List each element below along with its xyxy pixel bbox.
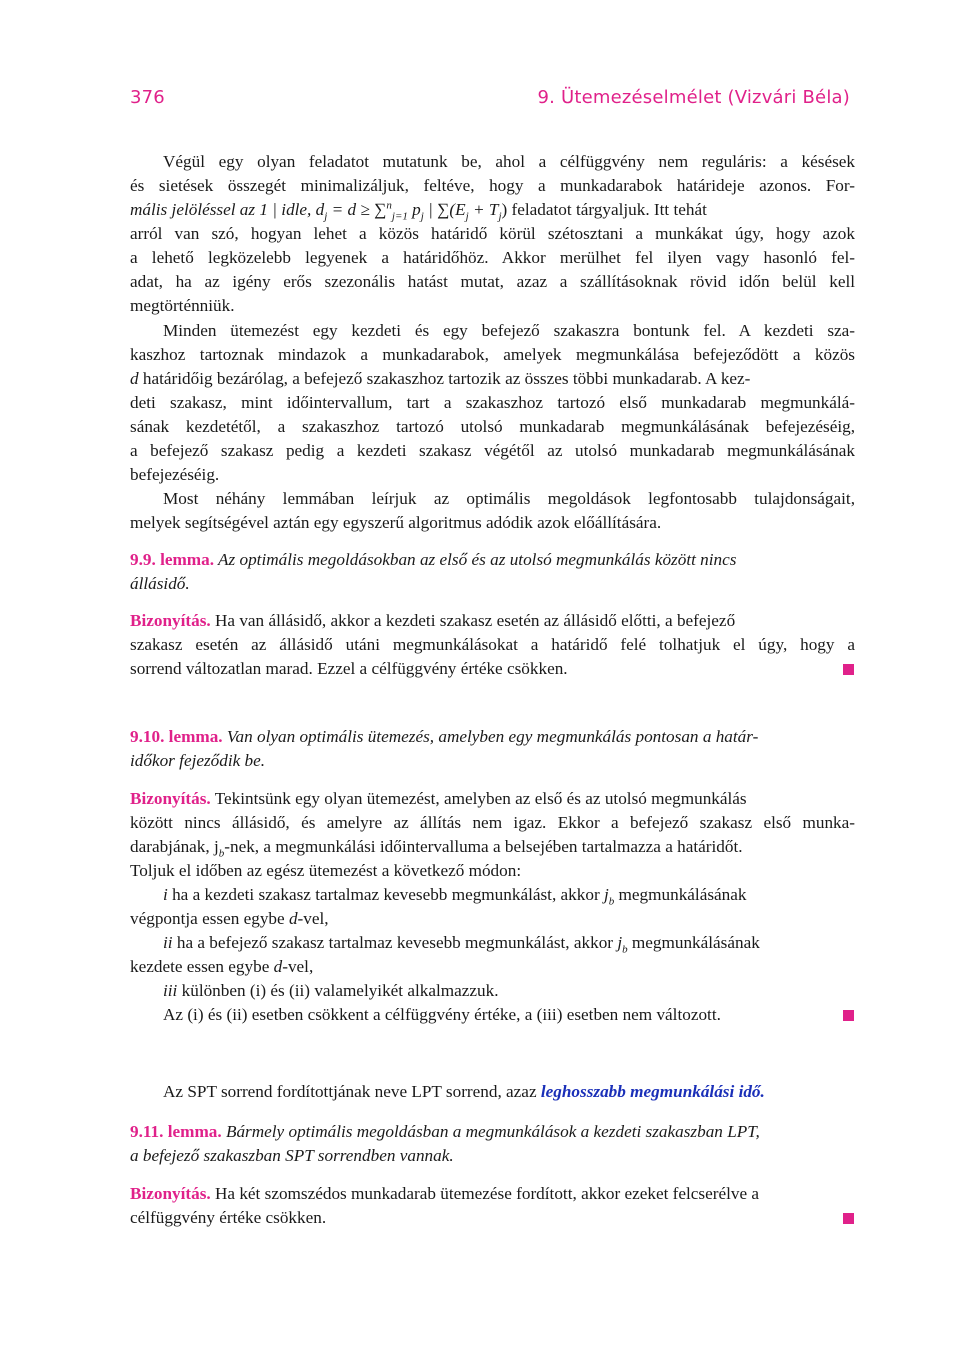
lemma-statement: Az optimális megoldásokban az első és az utolsó megmunkálás között nincs: [214, 550, 737, 569]
math-var: j: [603, 885, 609, 904]
text-part: kezdete essen egybe: [130, 957, 274, 976]
text-part: -nek, a megmunkálási időintervalluma a belsejében tartalmazza a határidőt.: [224, 837, 743, 856]
lemma-statement: Van olyan optimális ütemezés, amelyben egy megmunkálás pontosan a határ-: [222, 727, 759, 746]
formula-sub: j: [324, 210, 328, 223]
text-line: [163, 1080, 855, 1104]
page-number: 376: [130, 87, 165, 108]
list-marker: iii: [163, 981, 178, 1000]
proof-label: Bizonyítás.: [130, 611, 211, 630]
formula-sub: j=1: [391, 210, 408, 223]
formula-part: p: [407, 200, 421, 219]
text-part: ha a kezdeti szakasz tartalmaz kevesebb megmunkálást, akkor: [167, 885, 604, 904]
formula-sub: j: [465, 210, 469, 223]
formula-sup: n: [386, 199, 392, 212]
text-part: megmunkálásának: [614, 885, 747, 904]
math-sub: b: [218, 847, 225, 860]
qed-square-icon: [843, 1010, 854, 1021]
proof-line: [130, 609, 855, 633]
text-part: -vel,: [297, 909, 329, 928]
list-marker: ii: [163, 933, 173, 952]
text-line: [130, 907, 855, 931]
text-line: a lehető legközelebb legyenek a határidőhöz. Akkor merülhet fel ilyen vagy hasonló fel-: [130, 248, 855, 267]
text-line: arról van szó, hogyan lehet a közös határidő körül szétosztani a munkákat úgy, hogy azok: [130, 224, 855, 243]
text-part: határidőig bezárólag, a befejező szakaszhoz tartozik az összes többi munkadarab. A kez-: [138, 369, 751, 388]
text-line: megtörténniük.: [130, 296, 235, 315]
list-item-iii: [163, 979, 855, 1003]
text-part: végpontja essen egybe: [130, 909, 289, 928]
formula-part: = d ≥ ∑: [327, 200, 387, 219]
text-line: [130, 367, 855, 391]
text-line: Most néhány lemmában leírjuk az optimális megoldások legfontosabb tulajdonságait,: [163, 489, 855, 508]
text-part: ) feladatot tárgyaljuk. Itt tehát: [501, 200, 707, 219]
text-line: sorrend változatlan marad. Ezzel a célfüggvény értéke csökken.: [130, 659, 568, 678]
formula-part: | ∑(E: [423, 200, 466, 219]
lemma-label: 9.11. lemma.: [130, 1122, 222, 1141]
text-line: és sietések összegét minimalizáljuk, feltéve, hogy a munkadarabok határideje azonos. For-: [130, 176, 855, 195]
text-line: [130, 835, 855, 859]
text-line: a befejező szakasz pedig a kezdeti szakasz végétől az utolsó munkadarab megmunkálásának: [130, 441, 855, 460]
proof-line: [130, 1182, 855, 1206]
text-part: Az SPT sorrend fordítottjának neve LPT sorrend, azaz: [163, 1082, 541, 1101]
text-line: Végül egy olyan feladatot mutatunk be, ahol a célfüggvény nem reguláris: a késések: [163, 152, 855, 171]
text-part: Ha két szomszédos munkadarab ütemezése fordított, akkor ezeket felcserélve a: [210, 1184, 760, 1203]
text-line: Minden ütemezést egy kezdeti és egy befejező szakaszra bontunk fel. A kezdeti sza-: [163, 321, 855, 340]
formula-line: [130, 198, 855, 222]
math-var: j: [617, 933, 623, 952]
text-line: szakasz esetén az állásidő utáni megmunkálásokat a határidő felé tolhatjuk el úgy, hogy a: [130, 635, 855, 654]
text-line: befejezéséig.: [130, 465, 220, 484]
formula-part: mális jelöléssel az 1 | idle, d: [130, 200, 325, 219]
qed-square-icon: [843, 1213, 854, 1224]
formula-part: + T: [468, 200, 499, 219]
qed-square-icon: [843, 664, 854, 675]
lemma-statement: időkor fejeződik be.: [130, 751, 266, 770]
text-part: különben (i) és (ii) valamelyikét alkalmazzuk.: [177, 981, 499, 1000]
formula-sub: j: [420, 210, 424, 223]
lemma-statement: a befejező szakaszban SPT sorrendben vannak.: [130, 1146, 454, 1165]
chapter-title: 9. Ütemezéselmélet (Vizvári Béla): [537, 87, 850, 108]
text-line: adat, ha az igény erős szezonális hatást mutat, azaz a szállításoknak rövid időn belül kell: [130, 272, 855, 291]
text-part: -vel,: [282, 957, 314, 976]
text-part: Tekintsünk egy olyan ütemezést, amelyben az első és az utolsó megmunkálás: [210, 789, 747, 808]
math-sub: b: [608, 895, 615, 908]
text-part: megmunkálásának: [627, 933, 760, 952]
text-line: célfüggvény értéke csökken.: [130, 1208, 327, 1227]
list-item-i: [163, 883, 855, 907]
text-part: Ha van állásidő, akkor a kezdeti szakasz esetén az állásidő előtti, a befejező: [210, 611, 736, 630]
text-line: Az (i) és (ii) esetben csökkent a célfüggvény értéke, a (iii) esetben nem változott.: [163, 1005, 721, 1024]
proof-label: Bizonyítás.: [130, 1184, 211, 1203]
math-var: d: [288, 909, 298, 928]
text-part: darabjának, j: [130, 837, 219, 856]
math-sub: b: [622, 943, 628, 956]
lemma-9-11: [130, 1120, 855, 1144]
lemma-statement: állásidő.: [130, 574, 190, 593]
lemma-label: 9.10. lemma.: [130, 727, 223, 746]
lemma-statement: Bármely optimális megoldásban a megmunkálások a kezdeti szakaszban LPT,: [221, 1122, 760, 1141]
formula-sub: j: [498, 210, 502, 223]
math-var: d: [273, 957, 283, 976]
text-line: deti szakasz, mint időintervallum, tart a szakaszhoz tartozó első munkadarab megmunkálá-: [130, 393, 855, 412]
list-item-ii: [163, 931, 855, 955]
text-line: melyek segítségével aztán egy egyszerű algoritmus adódik azok előállítására.: [130, 513, 662, 532]
text-line: sának kezdetétől, a szakaszhoz tartozó utolsó munkadarab megmunkálásának befejezéséig,: [130, 417, 855, 436]
text-line: [130, 955, 855, 979]
text-part: ha a befejező szakasz tartalmaz kevesebb megmunkálást, akkor: [172, 933, 618, 952]
text-line: Toljuk el időben az egész ütemezést a következő módon:: [130, 861, 522, 880]
defined-term: leghosszabb megmunkálási idő.: [540, 1082, 765, 1101]
proof-line: [130, 787, 855, 811]
proof-label: Bizonyítás.: [130, 789, 211, 808]
lemma-9-9: [130, 548, 855, 572]
list-marker: i: [163, 885, 168, 904]
math-var: d: [130, 369, 139, 388]
text-line: kaszhoz tartoznak mindazok a munkadarabok, amelyek megmunkálása befejeződött a közös: [130, 345, 855, 364]
lemma-9-10: [130, 725, 855, 749]
text-line: között nincs állásidő, és amelyre az állítás nem igaz. Ekkor a befejező szakasz első munka-: [130, 813, 855, 832]
lemma-label: 9.9. lemma.: [130, 550, 215, 569]
